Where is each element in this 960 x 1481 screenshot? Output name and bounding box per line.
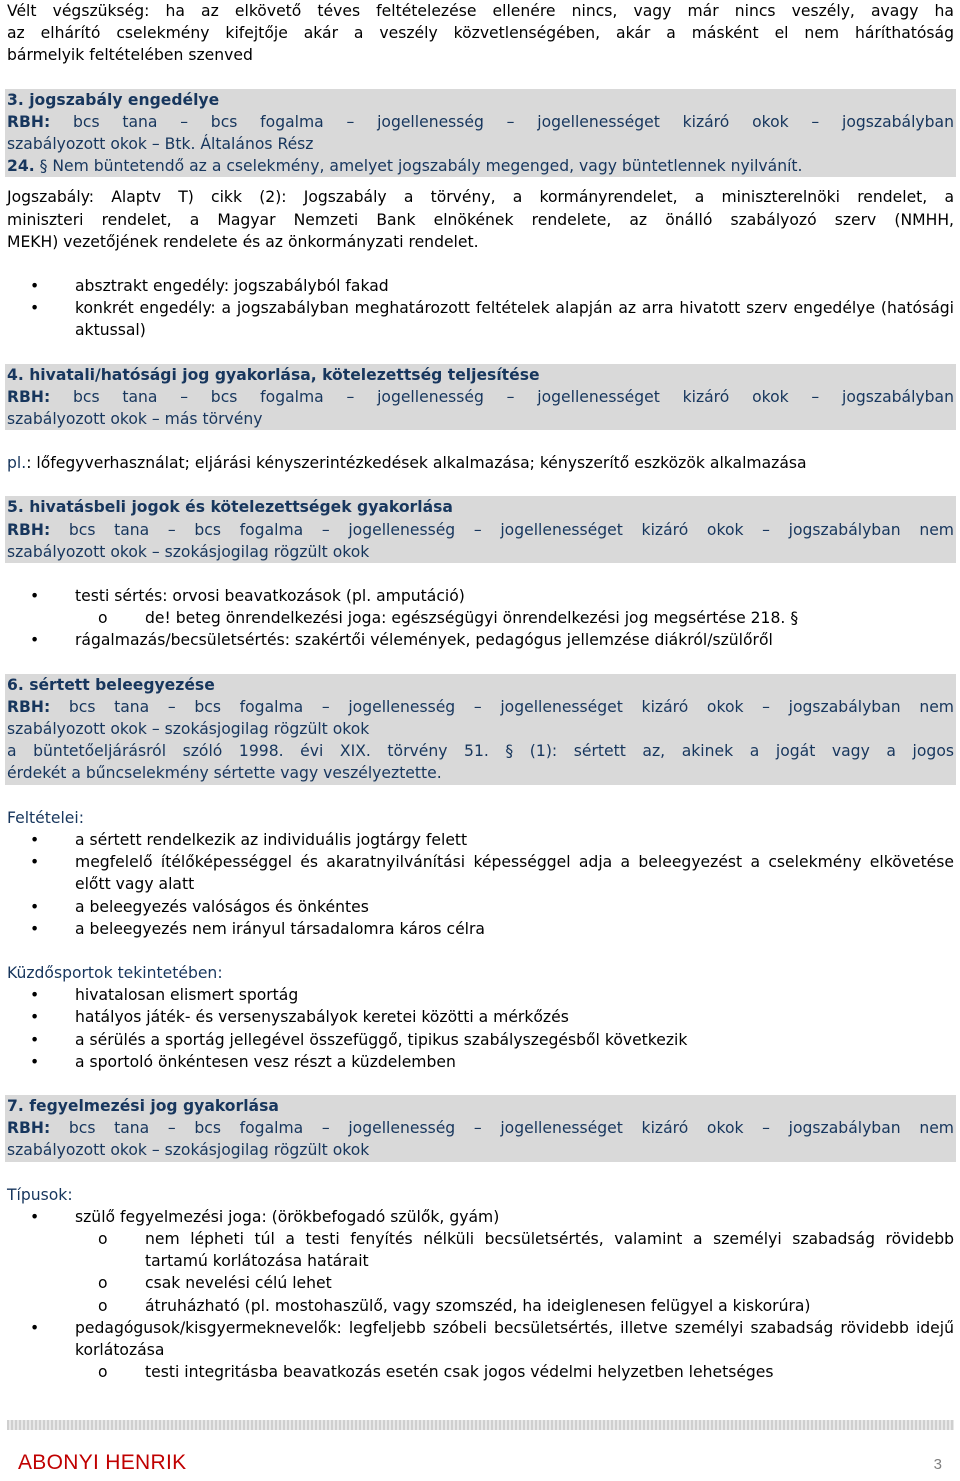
jogszabaly-def-line-2: miniszteri rendelet, a Magyar Nemzeti Bank elnökének rendelete, az önálló szabályozó szerv (NMHH,	[7, 210, 954, 229]
list-item: • hatályos játék- és versenyszabályok keretei közötti a mérkőzés	[7, 1006, 954, 1028]
conditions-title: Feltételei:	[7, 808, 84, 827]
section-3-rbh-line-2: szabályozott okok – Btk. Általános Rész	[7, 135, 314, 154]
jogszabaly-def-line-3: MEKH) vezetőjének rendelete és az önkormányzati rendelet.	[7, 232, 479, 251]
intro-line-2: az elhárító cselekmény kifejtője akár a veszély közvetlenségében, akár a másként el nem háríthatóság	[7, 24, 954, 43]
sports-list	[7, 984, 954, 1073]
section-5-rbh-line-1: bcs tana – bcs fogalma – jogellenesség – jogellenességet kizáró okok – jogszabályban nem	[68, 520, 954, 539]
section-7-rbh-line-2: szabályozott okok – szokásjogilag rögzült okok	[7, 1141, 370, 1160]
section-4-title: 4. hivatali/hatósági jog gyakorlása, kötelezettség teljesítése	[7, 365, 540, 384]
paragraph-sign: §	[39, 157, 48, 176]
section-5-header	[5, 496, 956, 563]
section-7-header	[5, 1095, 956, 1162]
section-6-rbh-label: RBH:	[7, 697, 51, 716]
pl-label: pl.	[7, 454, 27, 473]
section-4-rbh-line-2: szabályozott okok – más törvény	[7, 410, 263, 429]
be-law-line-2: érdekét a bűncselekmény sértette vagy veszélyeztette.	[7, 764, 442, 783]
list-item: • testi sértés: orvosi beavatkozások (pl. amputáció)	[7, 585, 954, 607]
page-number: 3	[933, 1456, 942, 1473]
sub-list-item: o de! beteg önrendelkezési joga: egészségügyi önrendelkezési jog megsértése 218. §	[7, 607, 954, 629]
list-item: • szülő fegyelmezési joga: (örökbefogadó szülők, gyám)	[7, 1206, 954, 1228]
section-5-rbh-line-2: szabályozott okok – szokásjogilag rögzült okok	[7, 542, 370, 561]
section-5-rbh-label: RBH:	[7, 520, 51, 539]
section-6-rbh-line-2: szabályozott okok – szokásjogilag rögzült okok	[7, 720, 370, 739]
footer-author: ABONYI HENRIK	[18, 1451, 187, 1474]
engedely-list	[7, 275, 954, 342]
section-7-title: 7. fegyelmezési jog gyakorlása	[7, 1096, 279, 1115]
types-list	[7, 1206, 954, 1384]
list-item: • a beleegyezés nem irányul társadalomra káros célra	[7, 918, 954, 940]
paragraph-24-number: 24.	[7, 157, 35, 176]
hivatasbeli-list	[7, 585, 954, 652]
sub-list-item: o testi integritásba beavatkozás esetén csak jogos védelmi helyzetben lehetséges	[7, 1361, 954, 1383]
be-law-line-1: a büntetőeljárásról szóló 1998. évi XIX. törvény 51. § (1): sértett az, akinek a jogát vagy a jogos	[7, 742, 954, 761]
list-item: • megfelelő ítélőképességgel és akaratnyilvánítási képességgel adja a beleegyezést a cselekmény elkövetése előtt vagy alatt	[7, 851, 954, 895]
section-3-header	[5, 89, 956, 178]
footer-divider	[7, 1420, 954, 1430]
list-item: • a sportoló önkéntesen vesz részt a küzdelemben	[7, 1051, 954, 1073]
sub-list-item: o csak nevelési célú lehet	[7, 1272, 954, 1294]
list-item: • konkrét engedély: a jogszabályban meghatározott feltételek alapján az arra hivatott szerv engedélye (hatósági aktussal)	[7, 297, 954, 341]
sub-list-item: o nem lépheti túl a testi fenyítés nélküli becsületsértés, valamint a személyi szabadság rövidebb tartamú korlátozása határait	[7, 1228, 954, 1272]
sports-title: Küzdősportok tekintetében:	[7, 963, 223, 982]
jogszabaly-def-line-1: Jogszabály: Alaptv T) cikk (2): Jogszabály a törvény, a kormányrendelet, a miniszterelnöki rendelet, a	[7, 188, 954, 207]
section-4-rbh-label: RBH:	[7, 387, 51, 406]
section-3-title: 3. jogszabály engedélye	[7, 90, 220, 109]
pl-text: : lőfegyverhasználat; eljárási kényszerintézkedések alkalmazása; kényszerítő eszközök alkalmazása	[26, 454, 807, 473]
section-6-header	[5, 674, 956, 785]
list-item: • rágalmazás/becsületsértés: szakértői vélemények, pedagógus jellemzése diákról/szülőről	[7, 629, 954, 651]
document-page	[7, 0, 954, 1383]
list-item: • pedagógusok/kisgyermeknevelők: legfeljebb szóbeli becsületsértés, illetve személyi szabadság rövidebb idejű korlátozása	[7, 1317, 954, 1361]
paragraph-24-text: Nem büntetendő az a cselekmény, amelyet jogszabály megenged, vagy büntetlennek nyilvánít.	[52, 157, 803, 176]
section-4-rbh-line-1: bcs tana – bcs fogalma – jogellenesség – jogellenességet kizáró okok – jogszabályban	[72, 387, 954, 406]
list-item: • a sérülés a sportág jellegével összefüggő, tipikus szabályszegésből következik	[7, 1029, 954, 1051]
types-title: Típusok:	[7, 1185, 73, 1204]
list-item: • a sértett rendelkezik az individuális jogtárgy felett	[7, 829, 954, 851]
intro-line-1: Vélt végszükség: ha az elkövető téves feltételezése ellenére nincs, vagy már nincs veszély, avagy ha	[7, 2, 954, 20]
section-6-title: 6. sértett beleegyezése	[7, 675, 215, 694]
section-6-rbh-line-1: bcs tana – bcs fogalma – jogellenesség – jogellenességet kizáró okok – jogszabályban nem	[68, 697, 954, 716]
sub-list-item: o átruházható (pl. mostohaszülő, vagy szomszéd, ha ideiglenesen felügyel a kiskorúra)	[7, 1295, 954, 1317]
list-item: • hivatalosan elismert sportág	[7, 984, 954, 1006]
section-3-rbh-label: RBH:	[7, 112, 51, 131]
intro-line-3: bármelyik feltételében szenved	[7, 46, 253, 65]
conditions-list	[7, 829, 954, 940]
section-3-rbh-line-1: bcs tana – bcs fogalma – jogellenesség – jogellenességet kizáró okok – jogszabályban	[72, 112, 954, 131]
section-5-title: 5. hivatásbeli jogok és kötelezettségek gyakorlása	[7, 498, 453, 517]
list-item: • absztrakt engedély: jogszabályból fakad	[7, 275, 954, 297]
section-7-rbh-label: RBH:	[7, 1119, 51, 1138]
section-7-rbh-line-1: bcs tana – bcs fogalma – jogellenesség – jogellenességet kizáró okok – jogszabályban nem	[68, 1119, 954, 1138]
section-4-header	[5, 364, 956, 431]
list-item: • a beleegyezés valóságos és önkéntes	[7, 896, 954, 918]
